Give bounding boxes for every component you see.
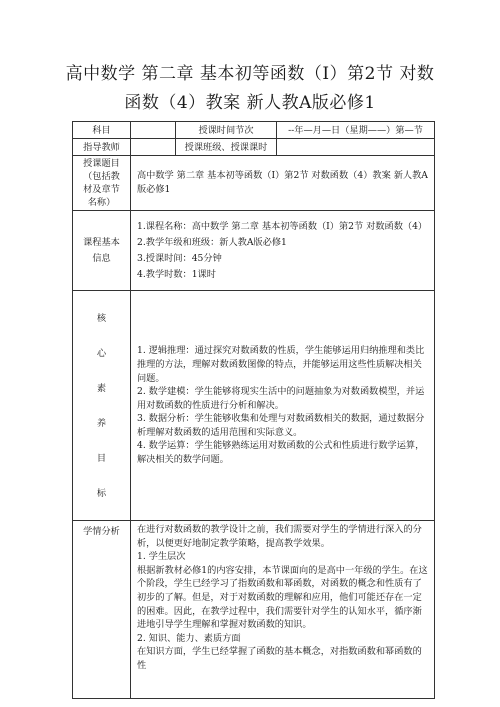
student-analysis-body	[131, 521, 435, 699]
label-char: 养	[96, 417, 107, 429]
cell-class-period-value	[277, 139, 435, 156]
label-core-literacy	[73, 291, 131, 521]
analysis-heading: 1. 学生层次	[137, 551, 186, 563]
label-topic: 授课题目（包括教材及章节名称）	[73, 156, 131, 211]
course-info-list	[131, 211, 435, 291]
label-teacher: 指导教师	[73, 139, 131, 156]
class-time-value: --年—月—日（星期——）第—节	[277, 122, 435, 139]
analysis-paragraph: 在知识方面，学生已经掌握了函数的基本概念，对指数函数和幂函数的性	[137, 646, 422, 671]
lesson-plan-table	[72, 121, 435, 699]
table-row-student-analysis	[73, 521, 435, 699]
table-row-teacher	[73, 139, 435, 156]
title-line-1: 高中数学 第二章 基本初等函数（Ⅰ）第2节 对数	[65, 64, 435, 84]
topic-value: 高中数学 第二章 基本初等函数（Ⅰ）第2节 对数函数（4）教案 新人教A版必修1	[131, 156, 435, 211]
core-literacy-list	[131, 291, 435, 521]
title-line-2: 函数（4）教案 新人教A版必修1	[124, 93, 376, 113]
table-row-topic	[73, 156, 435, 211]
cell-subject-value	[131, 122, 176, 139]
course-info-item: 4.教学时数：1课时	[137, 268, 216, 280]
core-literacy-item: 4. 数学运算：学生能够熟练运用对数函数的公式和性质进行数学运算，解决相关的数学问题。	[137, 440, 425, 466]
course-info-item: 3.授课时间：45分钟	[137, 252, 222, 264]
label-subject: 科目	[73, 122, 131, 139]
course-info-item: 1.课程名称：高中数学 第二章 基本初等函数（Ⅰ）第2节 对数函数（4）	[137, 220, 428, 232]
analysis-paragraph: 根据新教材必修1的内容安排，本节课面向的是高中一年级的学生。在这个阶段，学生已经学习了指数函数和幂函数，对函数的概念和性质有了初步的了解。但是，对于对数函数的理解和应用，他们可能还存在一定的困难。因此，在教学过程中，我们需要针对学生的认知水平，循序渐进地引导学生理解和掌握对数函数的知识。	[137, 564, 428, 631]
analysis-intro: 在进行对数函数的教学设计之前，我们需要对学生的学情进行深入的分析，以便更好地制定教学策略，提高教学效果。	[137, 524, 422, 549]
label-student-analysis: 学情分析	[73, 521, 131, 699]
label-char: 标	[96, 487, 107, 499]
label-course-info: 课程基本信息	[73, 211, 131, 291]
core-literacy-item: 2. 数学建模：学生能够将现实生活中的问题抽象为对数函数模型，并运用对数函数的性质进行分析和解决。	[137, 386, 425, 411]
table-row-core-literacy	[73, 291, 435, 521]
cell-teacher-value	[131, 139, 176, 156]
document-title	[20, 60, 480, 118]
analysis-heading: 2. 知识、能力、素质方面	[137, 632, 241, 644]
label-class-time: 授课时间节次	[176, 122, 277, 139]
core-literacy-item: 1. 逻辑推理：通过探究对数函数的性质，学生能够运用归纳推理和类比推理的方法，理解对数函数图像的特点，并能够运用这些性质解决相关问题。	[137, 345, 425, 384]
core-literacy-item: 3. 数据分析：学生能够收集和处理与对数函数相关的数据，通过数据分析理解对数函数的适用范围和实际意义。	[137, 413, 425, 438]
label-char: 目	[96, 452, 107, 464]
table-row-course-info	[73, 211, 435, 291]
table-row-subject	[73, 122, 435, 139]
course-info-item: 2.教学年级和班级：新人教A版必修1	[137, 236, 287, 248]
label-class-period: 授课班级、授课课时	[176, 139, 277, 156]
label-char: 心	[96, 347, 107, 359]
label-char: 素	[96, 382, 107, 394]
label-char: 核	[96, 312, 107, 324]
